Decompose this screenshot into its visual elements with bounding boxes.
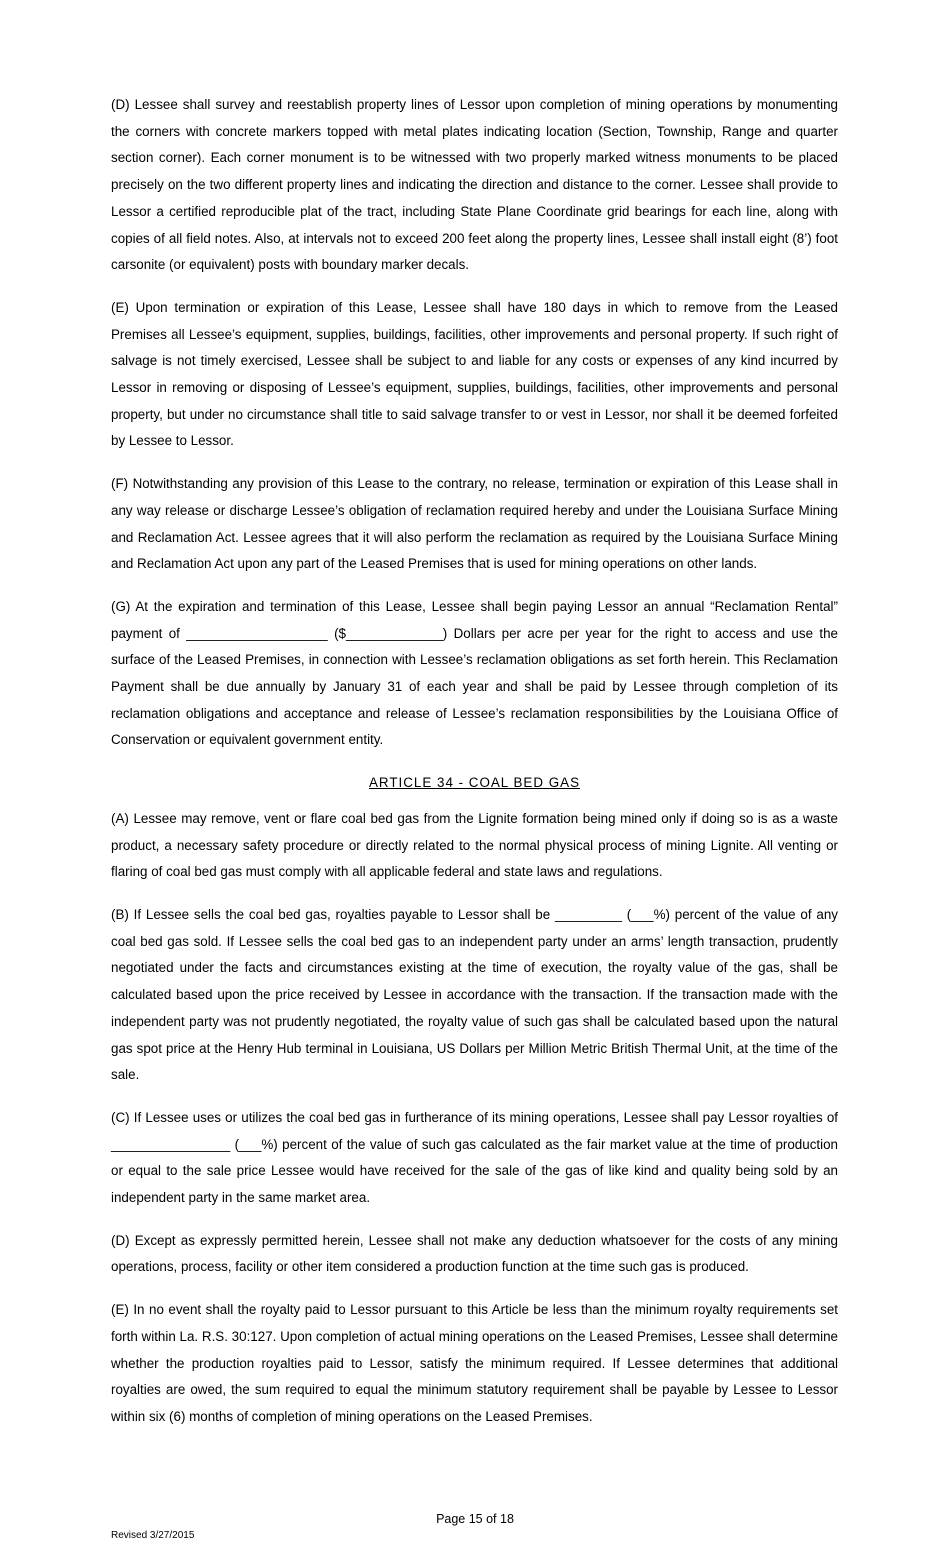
paragraph-d-survey: (D) Lessee shall survey and reestablish property lines of Lessor upon completion of mining operations by monumenting the corners with concrete markers topped with metal plates indicating location (Section, Township, Range and quarter section corner). Each corner monument is to be witnessed with two properly marked witness monuments to be placed precisely on the two different property lines and indicating the direction and distance to the corner. Lessee shall provide to Lessor a certified reproducible plat of the tract, including State Plane Coordinate grid bearings for each line, along with copies of all field notes. Also, at intervals not to exceed 200 feet along the property lines, Lessee shall install eight (8’) foot carsonite (or equivalent) posts with boundary marker decals. (111, 97, 838, 273)
paragraph-d-deductions: (D) Except as expressly permitted herein, Lessee shall not make any deduction whatsoever for the costs of any mining operations, process, facility or other item considered a production function at the time such gas is produced. (111, 1232, 838, 1275)
paragraph-f-reclamation: (F) Notwithstanding any provision of this Lease to the contrary, no release, termination or expiration of this Lease shall in any way release or discharge Lessee’s obligation of reclamation required hereby and under the Louisiana Surface Mining and Reclamation Act. Lessee agrees that it will also perform the reclamation as required by the Louisiana Surface Mining and Reclamation Act upon any part of the Leased Premises that is used for mining operations on other lands. (111, 476, 838, 572)
paragraph-e-minimum-royalty: (E) In no event shall the royalty paid to Lessor pursuant to this Article be less than the minimum royalty requirements set forth within La. R.S. 30:127. Upon completion of actual mining operations on the Leased Premises, Lessee shall determine whether the production royalties paid to Lessor, satisfy the minimum required. If Lessee determines that additional royalties are owed, the sum required to equal the minimum statutory requirement shall be payable by Lessee to Lessor within six (6) months of completion of mining operations on the Leased Premises. (111, 1302, 838, 1424)
page-number: Page 15 of 18 (436, 1512, 514, 1526)
paragraph-b-royalties-sold: (B) If Lessee sells the coal bed gas, royalties payable to Lessor shall be _________ (___%) percent of the value of any coal bed gas sold. If Lessee sells the coal bed gas to an independent party under an arms’ length transaction, prudently negotiated under the facts and circumstances existing at the time of execution, the royalty value of the gas, shall be calculated based upon the price received by Lessee in accordance with the transaction. If the transaction made with the independent party was not prudently negotiated, the royalty value of such gas shall be calculated based upon the natural gas spot price at the Henry Hub terminal in Louisiana, US Dollars per Million Metric British Thermal Unit, at the time of the sale. (111, 906, 838, 1083)
article-heading: ARTICLE 34 - COAL BED GAS (368, 775, 581, 791)
page-body (111, 92, 838, 1447)
paragraph-e-salvage: (E) Upon termination or expiration of this Lease, Lessee shall have 180 days in which to remove from the Leased Premises all Lessee’s equipment, supplies, buildings, facilities, other improvements and personal property. If such right of salvage is not timely exercised, Lessee shall be subject to and liable for any costs or expenses of any kind incurred by Lessor in removing or disposing of Lessee’s equipment, supplies, buildings, facilities, other improvements and personal property, but under no circumstance shall title to said salvage transfer to or vest in Lessor, nor shall it be deemed forfeited by Lessee to Lessor. (111, 299, 838, 449)
paragraph-a-coal-bed-gas: (A) Lessee may remove, vent or flare coal bed gas from the Lignite formation being mined only if doing so is as a waste product, a necessary safety procedure or directly related to the normal physical process of mining Lignite. All venting or flaring of coal bed gas must comply with all applicable federal and state laws and regulations. (111, 810, 838, 880)
paragraph-g-reclamation-rental: (G) At the expiration and termination of this Lease, Lessee shall begin paying Lessor an annual “Reclamation Rental” payment of ___________________ ($_____________) Dollars per acre per year for the right to access and use the surface of the Leased Premises, in connection with Lessee’s reclamation obligations as set forth herein. This Reclamation Payment shall be due annually by January 31 of each year and shall be paid by Lessee through completion of its reclamation obligations and acceptance and release of Lessee’s reclamation responsibilities by the Louisiana Office of Conservation or equivalent government entity. (111, 598, 838, 748)
revision-date: Revised 3/27/2015 (111, 1530, 195, 1541)
paragraph-c-royalties-used: (C) If Lessee uses or utilizes the coal bed gas in furtherance of its mining operations, Lessee shall pay Lessor royalties of ________________ (___%) percent of the value of such gas calculated as the fair market value at the time of production or equal to the sale price Lessee would have received for the sale of the gas of like kind and quality being sold by an independent party in the same market area. (111, 1109, 838, 1206)
